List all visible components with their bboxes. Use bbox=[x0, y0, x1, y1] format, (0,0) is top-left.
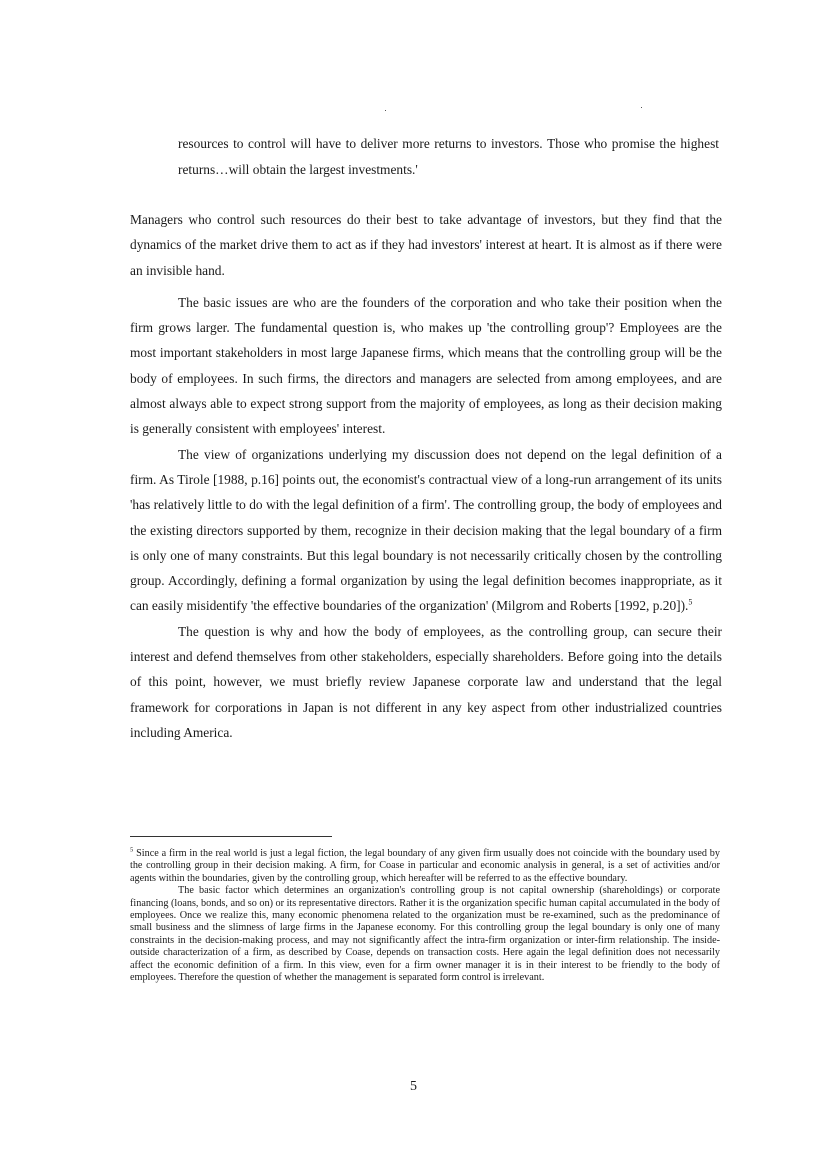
footnote-paragraph bbox=[130, 848, 720, 885]
page-number: 5 bbox=[410, 1079, 417, 1094]
footnote-text: Since a firm in the real world is just a legal fiction, the legal boundary of any given firm usually does not coincide with the boundary used by the controlling group in their decision making. A firm, for Coase in particular and economic analysis in general, is a set of activities and/or agents within the boundaries, given by the controlling group, which hereafter will be referred to as the effective boundary. bbox=[130, 848, 720, 884]
footnote-separator bbox=[130, 836, 332, 837]
scan-speck bbox=[641, 107, 642, 108]
footnote-reference: 5 bbox=[688, 597, 693, 607]
paragraph: The basic issues are who are the founders of the corporation and who take their position when the firm grows larger. The fundamental question is, who makes up 'the controlling group'? Employees are the most important stakeholders in most large Japanese firms, which means that the controlling group will be the body of employees. In such firms, the directors and managers are selected from among employees, and are almost always able to expect strong support from the majority of employees, as long as their decision making is generally consistent with employees' interest. bbox=[130, 294, 722, 437]
paragraph: The question is why and how the body of employees, as the controlling group, can secure their interest and defend themselves from other stakeholders, especially shareholders. Before going into the details of this point, however, we must briefly review Japanese corporate law and understand that the legal framework for corporations in Japan is not different in any key aspect from other industrialized countries including America. bbox=[130, 623, 722, 740]
footnote-marker: 5 bbox=[130, 846, 134, 854]
footnote bbox=[130, 848, 720, 984]
footnote-paragraph: The basic factor which determines an organization's controlling group is not capital ownership (shareholdings) or corporate financing (loans, bonds, and so on) or its representative directors. Rather it is the organization specific human capital accumulated in the body of employees. Once we realize this, many economic phenomena related to the organization must be re-examined, such as the predominance of small business and the slimness of large firms in the Japanese economy. For this controlling group the legal boundary is only one of many constraints in the decision-making process, and may not significantly affect the intra-firm organization or inter-firm relationship. The inside-outside characterization of a firm, as described by Coase, depends on transaction costs. Here again the legal definition does not necessarily affect the economic definition of a firm. In this view, even for a firm owner manager it is in their interest to be friendly to the body of employees. Therefore the question of whether the management is separated form control is irrelevant. bbox=[130, 885, 720, 984]
body-text bbox=[130, 207, 722, 745]
paragraph-text: The view of organizations underlying my discussion does not depend on the legal definition of a firm. As Tirole [1988, p.16] points out, the economist's contractual view of a long-run arrangement of its units 'has relatively little to do with the legal definition of a firm'. The controlling group, the body of employees and the existing directors supported by them, recognize in their decision making that the legal boundary of a firm is only one of many constraints. But this legal boundary is not necessarily critically chosen by the controlling group. Accordingly, defining a formal organization by using the legal definition becomes inappropriate, as it can easily misidentify 'the effective boundaries of the organization' (Milgrom and Roberts [1992, p.20]). bbox=[130, 446, 722, 614]
scan-speck bbox=[385, 110, 386, 111]
quote-text: resources to control will have to deliver more returns to investors. Those who promise the highest returns…will obtain the largest investments.' bbox=[178, 136, 719, 177]
block-quote bbox=[178, 131, 719, 183]
paragraph: Managers who control such resources do their best to take advantage of investors, but they find that the dynamics of the market drive them to act as if they had investors' interest at heart. It is almost as if there were an invisible hand. bbox=[130, 212, 722, 278]
paragraph bbox=[130, 442, 722, 619]
